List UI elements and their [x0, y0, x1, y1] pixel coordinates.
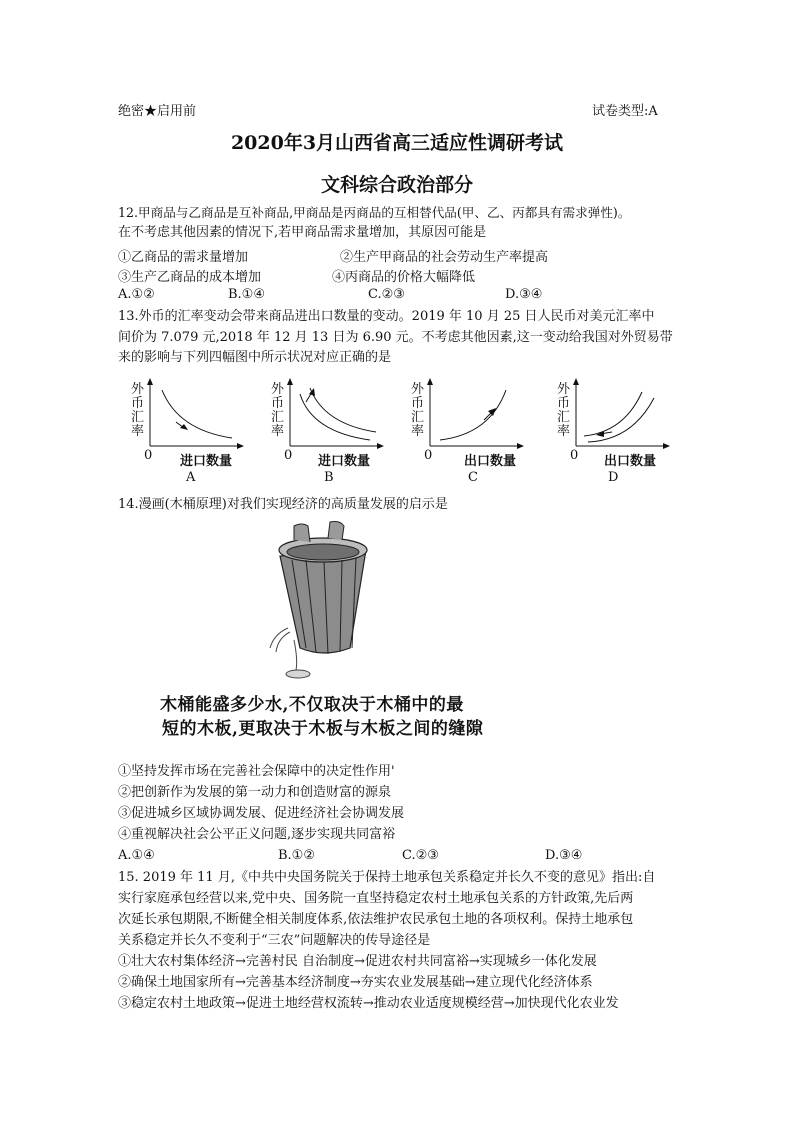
graph-b-origin: 0 — [284, 448, 293, 463]
q14-caption-line-2: 短的木板,更取决于木板与木板之间的缝隙 — [162, 719, 484, 739]
graph-b-ylabel: 外 币 汇 率 — [271, 382, 285, 439]
q14-item-3: ③促进城乡区域协调发展、促进经济社会协调发展 — [118, 806, 405, 821]
graph-a-letter: A — [186, 470, 196, 485]
q14-choice-c: C.②③ — [402, 848, 439, 863]
exam-title: 2020年3月山西省高三适应性调研考试 — [230, 132, 564, 154]
confidential-mark: 绝密★启用前 — [118, 104, 197, 119]
q14-item-1: ①坚持发挥市场在完善社会保障中的决定性作用' — [118, 764, 395, 779]
graph-d-xlabel: 出口数量 — [604, 454, 657, 469]
q12-choice-a: A.①② — [118, 287, 155, 302]
graph-b-xlabel: 进口数量 — [318, 454, 371, 469]
q15-item-1: ①壮大农村集体经济→完善村民 自治制度→促进农村共同富裕→实现城乡一体化发展 — [118, 954, 597, 969]
q13-stem-line-1: 13.外币的汇率变动会带来商品进出口数量的变动。2019 年 10 月 25 日人民币对美元汇率中 — [118, 309, 655, 324]
q15-item-3: ③稳定农村土地政策→促进土地经营权流转→推动农业适度规模经营→加快现代化农业发 — [118, 996, 619, 1011]
q14-item-2: ②把创新作为发展的第一动力和创造财富的源泉 — [118, 785, 392, 800]
q14-choice-b: B.①② — [278, 848, 315, 863]
graph-d-letter: D — [608, 470, 619, 485]
graph-d-origin: 0 — [570, 448, 579, 463]
graph-d-ylabel: 外 币 汇 率 — [557, 382, 571, 439]
graph-a-ylabel: 外 币 汇 率 — [131, 382, 145, 439]
q12-item-1: ①乙商品的需求量增加 — [118, 250, 249, 265]
q15-stem-line-2: 实行家庭承包经营以来,党中央、国务院一直坚持稳定农村土地承包关系的方针政策,先后两 — [118, 891, 634, 906]
q12-item-4: ④丙商品的价格大幅降低 — [332, 270, 476, 285]
q15-stem-line-3: 次延长承包期限,不断健全相关制度体系,依法维护农民承包土地的各项权利。保持土地承包 — [118, 912, 634, 927]
graph-c-ylabel: 外 币 汇 率 — [411, 382, 425, 439]
graph-c-origin: 0 — [424, 448, 433, 463]
graph-b-plot — [280, 378, 390, 453]
q14-stem: 14.漫画(木桶原理)对我们实现经济的高质量发展的启示是 — [118, 497, 448, 512]
graph-b-letter: B — [324, 470, 334, 485]
q12-stem-line-2: 在不考虑其他因素的情况下,若甲商品需求量增加，其原因可能是 — [118, 225, 487, 240]
graph-a-origin: 0 — [144, 448, 153, 463]
q12-stem-line-1: 12.甲商品与乙商品是互补商品,甲商品是丙商品的互相替代品(甲、乙、丙都具有需求弹性)。 — [118, 205, 631, 220]
q12-choice-d: D.③④ — [505, 287, 543, 302]
graph-a-plot — [140, 378, 250, 453]
q14-choice-a: A.①④ — [118, 848, 155, 863]
graph-c-plot — [420, 378, 530, 453]
q12-choice-c: C.②③ — [368, 287, 405, 302]
q15-stem-line-4: 关系稳定并长久不变利于“三农”问题解决的传导途径是 — [118, 933, 431, 948]
q14-choice-d: D.③④ — [545, 848, 583, 863]
q12-item-3: ③生产乙商品的成本增加 — [118, 270, 262, 285]
q13-stem-line-3: 来的影响与下列四幅图中所示状况对应正确的是 — [118, 350, 392, 365]
graph-d-plot — [566, 378, 676, 453]
wooden-bucket-illustration — [258, 520, 378, 680]
q14-caption-line-1: 木桶能盛多少水,不仅取决于木桶中的最 — [160, 695, 464, 715]
q14-item-4: ④重视解决社会公平正义问题,逐步实现共同富裕 — [118, 827, 396, 842]
q12-choice-b: B.①④ — [228, 287, 265, 302]
q12-item-2: ②生产甲商品的社会劳动生产率提高 — [340, 250, 549, 265]
graph-c-letter: C — [468, 470, 478, 485]
q13-stem-line-2: 间价为 7.079 元,2018 年 12 月 13 日为 6.90 元。不考虑其他因素,这一变动给我国对外贸易带 — [118, 330, 673, 345]
q15-stem-line-1: 15. 2019 年 11 月,《中共中央国务院关于保持土地承包关系稳定并长久不变的意见》指出:自 — [118, 870, 656, 885]
graph-c-xlabel: 出口数量 — [464, 454, 517, 469]
exam-subtitle: 文科综合政治部分 — [320, 174, 473, 196]
graph-a-xlabel: 进口数量 — [180, 454, 233, 469]
paper-type: 试卷类型:A — [592, 104, 658, 119]
q15-item-2: ②确保土地国家所有→完善基本经济制度→夯实农业发展基础→建立现代化经济体系 — [118, 975, 593, 990]
